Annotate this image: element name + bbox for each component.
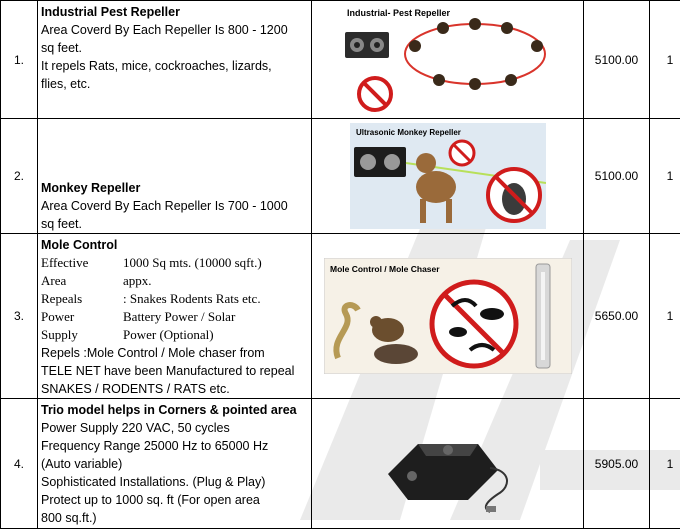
serial-number: 1. [1, 1, 38, 119]
description-line: 800 sq.ft.) [41, 509, 309, 527]
spec-row: Supply Power (Optional) [41, 326, 309, 344]
prohibition-icon [359, 78, 391, 110]
description-line: (Auto variable) [41, 455, 309, 473]
product-title: Trio model helps in Corners & pointed area [41, 401, 309, 419]
description-line: flies, etc. [41, 75, 309, 93]
product-title: Monkey Repeller [41, 179, 309, 197]
product-title: Industrial Pest Repeller [41, 3, 309, 21]
product-image-cell [312, 1, 584, 119]
description-line: Sophisticated Installations. (Plug & Play) [41, 473, 309, 491]
image-caption: Industrial- Pest Repeller [347, 8, 451, 18]
price: 5650.00 [584, 234, 650, 399]
product-image-cell [312, 234, 584, 399]
product-description [38, 399, 312, 529]
description-line: Protect up to 1000 sq. ft (For open area [41, 491, 309, 509]
ultrasonic-device-icon [345, 32, 389, 58]
description-line: SNAKES / RODENTS / RATS etc. [41, 380, 309, 398]
serial-number: 4. [1, 399, 38, 529]
ultrasonic-device-icon [388, 444, 498, 500]
product-title: Mole Control [41, 236, 309, 254]
spec-row: Power Battery Power / Solar [41, 308, 309, 326]
price: 5905.00 [584, 399, 650, 529]
description-line: Repels :Mole Control / Mole chaser from [41, 344, 309, 362]
description-line: Area Coverd By Each Repeller Is 700 - 1000 [41, 197, 309, 215]
product-image-cell [312, 399, 584, 529]
pest-icon [409, 18, 543, 90]
description-line: Area Coverd By Each Repeller Is 800 - 1200 [41, 21, 309, 39]
description-line: sq feet. [41, 39, 309, 57]
quantity: 1 [650, 399, 680, 529]
product-description [38, 234, 312, 399]
serial-number: 3. [1, 234, 38, 399]
spec-row: Effective 1000 Sq mts. (10000 sqft.) [41, 254, 309, 272]
spec-row: Area appx. [41, 272, 309, 290]
price: 5100.00 [584, 1, 650, 119]
mole-chaser-image [324, 258, 572, 374]
trio-repeller-image [378, 414, 518, 514]
prohibition-icon [432, 282, 516, 366]
image-caption: Ultrasonic Monkey Repeller [356, 128, 461, 137]
price: 5100.00 [584, 119, 650, 234]
product-image-cell [312, 119, 584, 234]
monkey-repeller-image [350, 123, 546, 229]
quantity: 1 [650, 1, 680, 119]
serial-number: 2. [1, 119, 38, 234]
quantity: 1 [650, 234, 680, 399]
product-description [38, 119, 312, 234]
spec-row: Repeals : Snakes Rodents Rats etc. [41, 290, 309, 308]
pest-repeller-image [343, 4, 553, 116]
rat-icon [374, 344, 418, 364]
ultrasonic-device-icon [354, 147, 406, 177]
image-caption: Mole Control / Mole Chaser [330, 264, 440, 274]
quantity: 1 [650, 119, 680, 234]
table-row [1, 1, 680, 119]
description-line: TELE NET have been Manufactured to repeal [41, 362, 309, 380]
description-line: sq feet. [41, 215, 309, 233]
table-row [1, 119, 680, 234]
table-row [1, 234, 680, 399]
description-line: Power Supply 220 VAC, 50 cycles [41, 419, 309, 437]
table-row [1, 399, 680, 529]
product-description [38, 1, 312, 119]
description-line: Frequency Range 25000 Hz to 65000 Hz [41, 437, 309, 455]
description-line: It repels Rats, mice, cockroaches, lizards, [41, 57, 309, 75]
